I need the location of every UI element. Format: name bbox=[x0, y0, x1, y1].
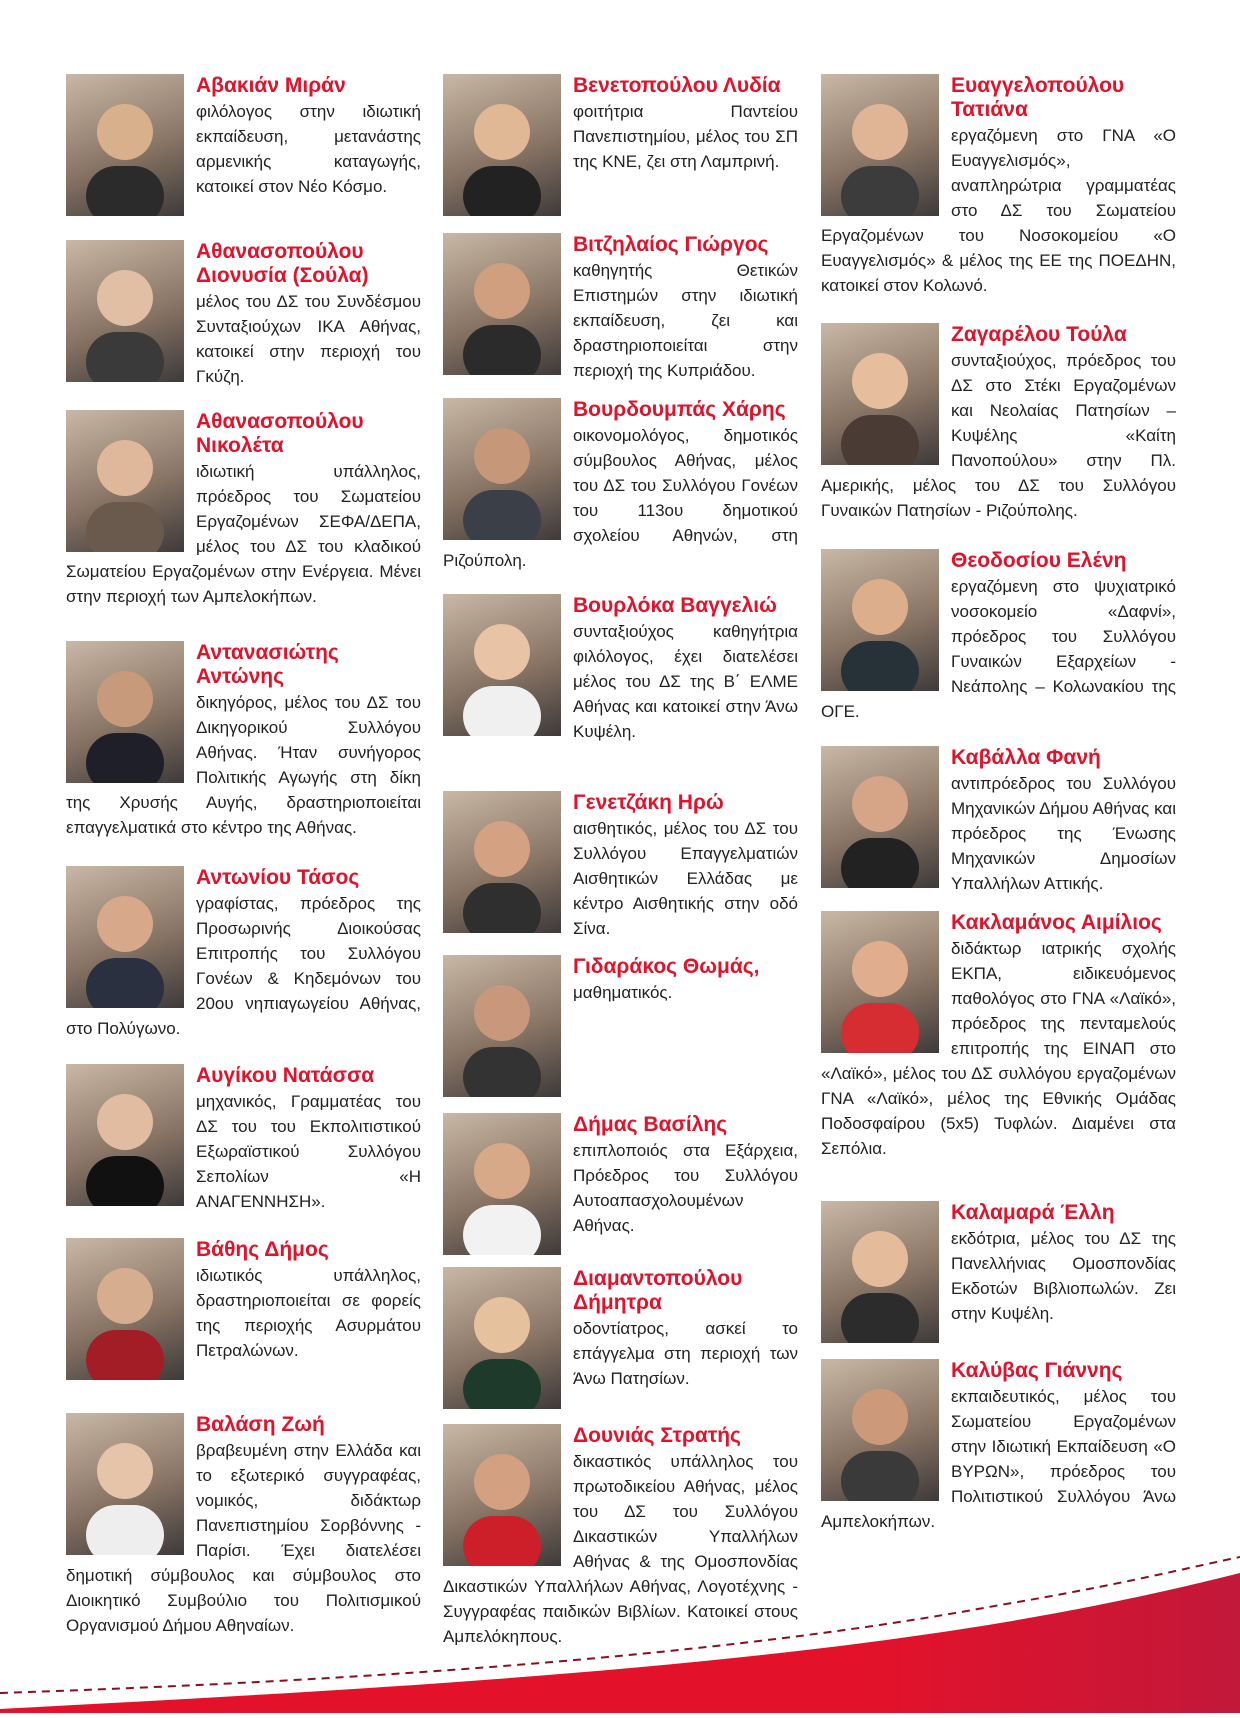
candidate-card bbox=[821, 911, 1176, 1161]
candidate-card bbox=[443, 791, 798, 941]
candidate-card bbox=[821, 1201, 1176, 1349]
candidate-name: Γενετζάκη Ηρώ bbox=[573, 791, 724, 814]
candidate-bio: αισθητικός, μέλος του ΔΣ του Συλλόγου Επαγγελματιών Αισθητικών Ελλάδας με κέντρο Αισθητικής στην οδό Σίνα. bbox=[573, 819, 798, 938]
candidate-photo bbox=[443, 1267, 561, 1409]
candidate-bio: δικηγόρος, μέλος του ΔΣ του Δικηγορικού Συλλόγου Αθήνας. Ήταν συνήγορος Πολιτικής Αγωγής στη δίκη της Χρυσής Αυγής, δραστηριοποιείται επαγγελματικά στο κέντρο της Αθήνας. bbox=[66, 693, 421, 837]
candidate-card bbox=[66, 1064, 421, 1214]
candidate-photo bbox=[66, 240, 184, 382]
candidate-name: Καλαμαρά Έλλη bbox=[951, 1201, 1115, 1224]
candidate-photo bbox=[443, 74, 561, 216]
candidate-name: Βιτζηλαίος Γιώργος bbox=[573, 233, 769, 256]
candidate-bio: μηχανικός, Γραμματέας του ΔΣ του του Εκπολιτιστικού Εξωραϊστικού Συλλόγου Σεπολίων «Η ΑΝΑΓΕΝΝΗΣΗ». bbox=[196, 1092, 421, 1211]
candidate-photo bbox=[821, 1359, 939, 1501]
candidate-photo bbox=[821, 549, 939, 691]
candidate-photo bbox=[821, 1201, 939, 1343]
candidate-bio: αντιπρόεδρος του Συλλόγου Μηχανικών Δήμου Αθήνας και πρόεδρος της Ένωσης Μηχανικών Δημοσίων Υπαλλήλων Αττικής. bbox=[951, 774, 1176, 893]
candidate-name: Ευαγγελοπούλου Τατιάνα bbox=[951, 74, 1125, 121]
wave-graphic bbox=[0, 1543, 1240, 1713]
candidate-card bbox=[443, 233, 798, 383]
candidate-bio: εργαζόμενη στο ΓΝΑ «Ο Ευαγγελισμός», αναπληρώτρια γραμματέας στο ΔΣ του Σωματείου Εργαζομένων του Νοσοκομείου «Ο Ευαγγελισμός» & μέλος της ΕΕ της ΠΟΕΔΗΝ, κατοικεί στον Κολωνό. bbox=[821, 126, 1176, 295]
candidate-name: Κακλαμάνος Αιμίλιος bbox=[951, 911, 1162, 934]
candidate-name: Βενετοπούλου Λυδία bbox=[573, 74, 781, 97]
candidate-bio: μέλος του ΔΣ του Συνδέσμου Συνταξιούχων ΙΚΑ Αθήνας, κατοικεί στην περιοχή του Γκύζη. bbox=[196, 292, 421, 386]
candidate-name: Αυγίκου Νατάσσα bbox=[196, 1064, 375, 1087]
candidate-name: Αντανασιώτης Αντώνης bbox=[196, 641, 339, 688]
candidate-card bbox=[443, 398, 798, 573]
candidate-card bbox=[443, 1267, 798, 1415]
candidate-bio: εκπαιδευτικός, μέλος του Σωματείου Εργαζομένων στην Ιδιωτική Εκπαίδευση «Ο ΒΥΡΩΝ», πρόεδρος του Πολιτιστικού Συλλόγου Άνω Αμπελοκήπων. bbox=[821, 1387, 1176, 1531]
candidate-name: Γιδαράκος Θωμάς, bbox=[573, 955, 760, 978]
candidate-card bbox=[443, 74, 798, 222]
candidate-name: Καλύβας Γιάννης bbox=[951, 1359, 1123, 1382]
candidate-bio: εργαζόμενη στο ψυχιατρικό νοσοκομείο «Δαφνί», πρόεδρος του Συλλόγου Γυναικών Εξαρχείων - Νεάπολης – Κολωνακίου της ΟΓΕ. bbox=[821, 577, 1176, 721]
candidate-card bbox=[66, 1238, 421, 1386]
candidate-card bbox=[443, 594, 798, 744]
candidate-photo bbox=[66, 410, 184, 552]
candidate-bio: γραφίστας, πρόεδρος της Προσωρινής Διοικούσας Επιτροπής του Συλλόγου Γονέων & Κηδεμόνων του 20ου νηπιαγωγείου Αθήνας, στο Πολύγωνο. bbox=[66, 894, 421, 1038]
candidate-name: Διαμαντοπούλου Δήμητρα bbox=[573, 1267, 743, 1314]
footer-wave-decoration bbox=[0, 1543, 1240, 1713]
candidate-name: Αβακιάν Μιράν bbox=[196, 74, 346, 97]
candidate-name: Δουνιάς Στρατής bbox=[573, 1424, 741, 1447]
candidate-photo bbox=[66, 1064, 184, 1206]
candidate-bio: ιδιωτική υπάλληλος, πρόεδρος του Σωματείου Εργαζομένων ΣΕΦΑ/ΔΕΠΑ, μέλος του ΔΣ του κλαδικού Σωματείου Εργαζομένων στην Ενέργεια. Μένει στην περιοχή των Αμπελοκήπων. bbox=[66, 462, 421, 606]
candidate-card bbox=[66, 240, 421, 389]
candidate-bio: βραβευμένη στην Ελλάδα και το εξωτερικό συγγραφέας, νομικός, διδάκτωρ Πανεπιστημίου Σορβόννης - Παρίσι. Έχει διατελέσει δημοτική σύμβουλος και σύμβουλος στο Διοικητικό Συμβούλιο του Πολιτισμικού Οργανισμού Δήμου Αθηναίων. bbox=[66, 1441, 421, 1635]
candidate-bio: συνταξιούχος καθηγήτρια φιλόλογος, έχει διατελέσει μέλος του ΔΣ της Β΄ ΕΛΜΕ Αθήνας και κατοικεί στην Άνω Κυψέλη. bbox=[573, 622, 798, 741]
candidate-name: Βουρδουμπάς Χάρης bbox=[573, 398, 786, 421]
candidate-bio: φοιτήτρια Παντείου Πανεπιστημίου, μέλος του ΣΠ της ΚΝΕ, ζει στη Λαμπρινή. bbox=[573, 102, 798, 171]
candidate-name: Βουρλόκα Βαγγελιώ bbox=[573, 594, 777, 617]
candidate-photo bbox=[66, 74, 184, 216]
candidate-bio: επιπλοποιός στα Εξάρχεια, Πρόεδρος του Συλλόγου Αυτοαπασχολουμένων Αθήνας. bbox=[573, 1141, 798, 1235]
candidate-name: Αθανασοπούλου Νικολέτα bbox=[196, 410, 364, 457]
candidate-photo bbox=[66, 866, 184, 1008]
candidate-bio: οδοντίατρος, ασκεί το επάγγελμα στη περιοχή των Άνω Πατησίων. bbox=[573, 1319, 798, 1388]
candidate-bio: ιδιωτικός υπάλληλος, δραστηριοποιείται σε φορείς της περιοχής Ασυρμάτου Πετραλώνων. bbox=[196, 1266, 421, 1360]
candidate-card bbox=[821, 74, 1176, 298]
candidate-photo bbox=[443, 1113, 561, 1255]
candidate-photo bbox=[443, 398, 561, 540]
candidate-photo bbox=[821, 74, 939, 216]
candidate-card bbox=[66, 74, 421, 222]
candidate-photo bbox=[443, 791, 561, 933]
candidate-bio: καθηγητής Θετικών Επιστημών στην ιδιωτική εκπαίδευση, ζει και δραστηριοποιείται στην περιοχή της Κυπριάδου. bbox=[573, 261, 798, 380]
candidate-name: Βαλάση Ζωή bbox=[196, 1413, 325, 1436]
candidate-bio: μαθηματικός. bbox=[573, 983, 673, 1002]
candidate-name: Αντωνίου Τάσος bbox=[196, 866, 360, 889]
candidate-card bbox=[821, 549, 1176, 724]
candidate-bio: συνταξιούχος, πρόεδρος του ΔΣ στο Στέκι Εργαζομένων και Νεολαίας Πατησίων – Κυψέλης «Καίτη Πανοπούλου» στην Πλ. Αμερικής, μέλος του ΔΣ του Συλλόγου Γυναικών Πατησίων - Ριζούπολης. bbox=[821, 351, 1176, 520]
candidate-photo bbox=[821, 746, 939, 888]
candidate-card bbox=[821, 1359, 1176, 1534]
candidate-bio: φιλόλογος στην ιδιωτική εκπαίδευση, μετανάστης αρμενικής καταγωγής, κατοικεί στον Νέο Κόσμο. bbox=[196, 102, 421, 196]
candidate-photo bbox=[443, 594, 561, 736]
candidate-photo bbox=[66, 1413, 184, 1555]
candidate-card bbox=[821, 746, 1176, 896]
candidate-bio: διδάκτωρ ιατρικής σχολής ΕΚΠΑ, ειδικευόμενος παθολόγος στο ΓΝΑ «Λαϊκό», πρόεδρος της πενταμελούς επιτροπής της ΕΙΝΑΠ στο «Λαϊκό», μέλος του ΔΣ συλλόγου εργαζομένων ΓΝΑ «Λαϊκό», μέλος της Εθνικής Ομάδας Ποδοσφαίρου (5x5) Τυφλών. Διαμένει στα Σεπόλια. bbox=[821, 939, 1176, 1158]
candidate-name: Δήμας Βασίλης bbox=[573, 1113, 728, 1136]
candidate-bio: οικονομολόγος, δημοτικός σύμβουλος Αθήνας, μέλος του ΔΣ του Συλλόγου Γονέων του 113ου δημοτικού σχολείου Αθηνών, στη Ριζούπολη. bbox=[443, 426, 798, 570]
candidate-photo bbox=[443, 955, 561, 1097]
candidate-name: Θεοδοσίου Ελένη bbox=[951, 549, 1127, 572]
candidate-name: Αθανασοπούλου Διονυσία (Σούλα) bbox=[196, 240, 369, 287]
candidate-photo bbox=[66, 641, 184, 783]
candidate-photo bbox=[821, 323, 939, 465]
candidate-card bbox=[443, 955, 798, 1103]
candidate-card bbox=[66, 410, 421, 609]
candidate-name: Ζαγαρέλου Τούλα bbox=[951, 323, 1127, 346]
candidate-card bbox=[821, 323, 1176, 523]
candidate-card bbox=[443, 1113, 798, 1261]
candidate-bio: δικαστικός υπάλληλος του πρωτοδικείου Αθήνας, μέλος του ΔΣ του Συλλόγου Δικαστικών Υπαλλήλων Αθήνας & της Ομοσπονδίας Δικαστικών Υπαλλήλων Αθήνας, Λογοτέχνης - Συγγραφέας παιδικών Βιβλίων. Κατοικεί στους Αμπελόκηπους. bbox=[443, 1452, 798, 1646]
candidate-card bbox=[66, 641, 421, 840]
candidate-photo bbox=[821, 911, 939, 1053]
candidate-bio: εκδότρια, μέλος του ΔΣ της Πανελλήνιας Ομοσπονδίας Εκδοτών Βιβλιοπωλών. Ζει στην Κυψέλη. bbox=[951, 1229, 1176, 1323]
candidate-name: Βάθης Δήμος bbox=[196, 1238, 329, 1261]
candidate-card bbox=[66, 866, 421, 1041]
candidate-name: Καβάλλα Φανή bbox=[951, 746, 1101, 769]
candidate-photo bbox=[443, 233, 561, 375]
candidate-photo bbox=[66, 1238, 184, 1380]
